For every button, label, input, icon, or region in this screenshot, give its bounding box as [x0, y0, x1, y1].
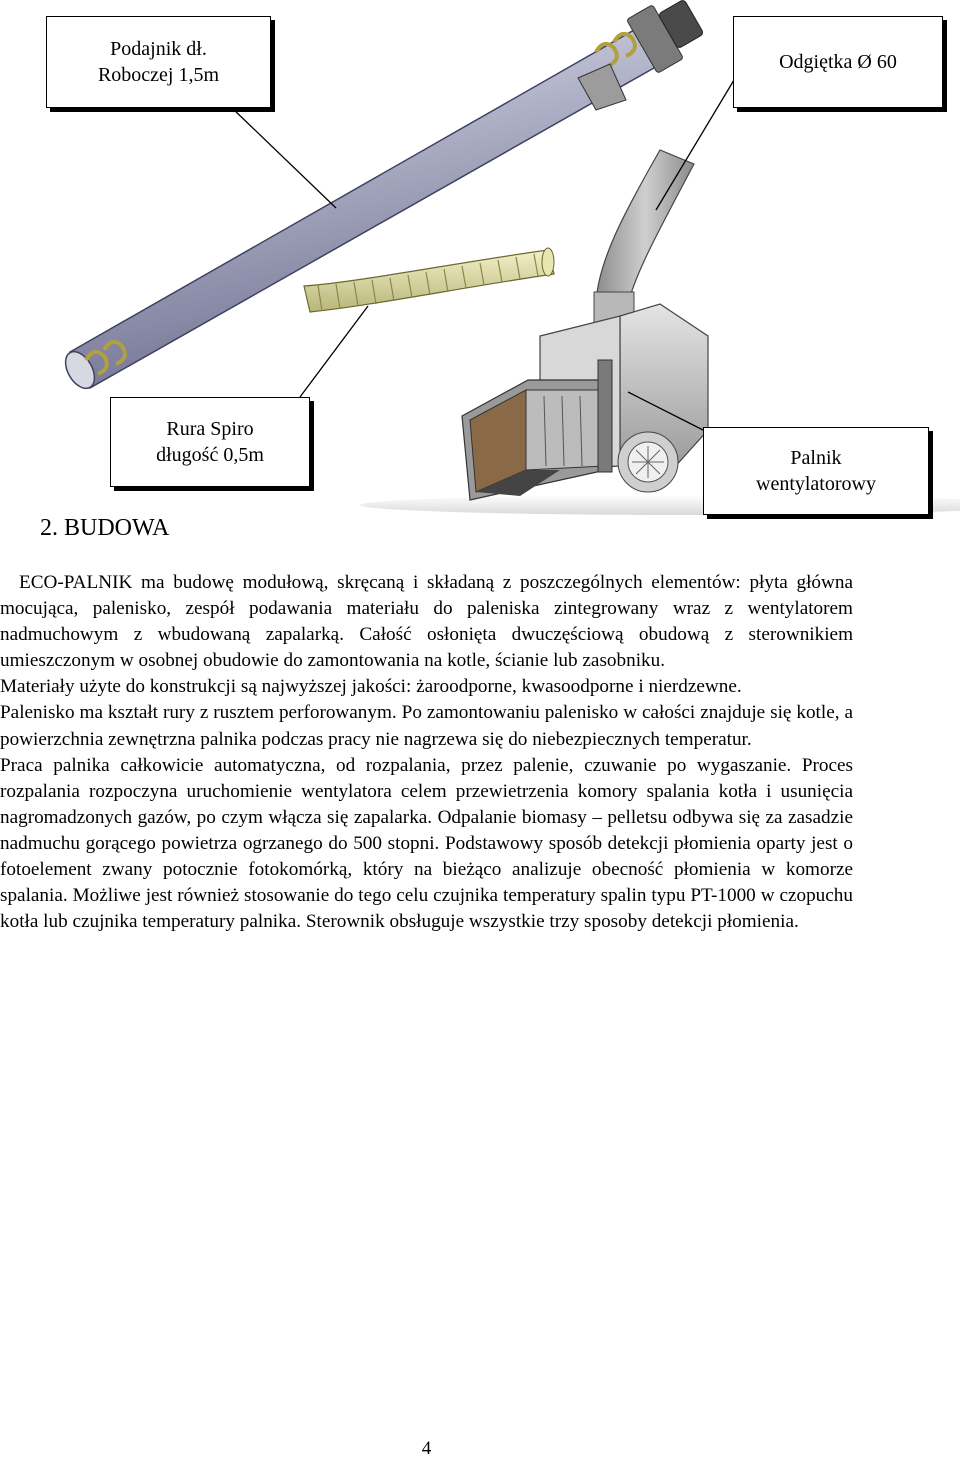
feeder-label: [46, 16, 271, 108]
burner-label-line2: wentylatorowy: [756, 473, 876, 495]
paragraph: Praca palnika całkowicie automatyczna, od rozpalania, przez palenie, czuwanie po wygaszanie. Proces rozpalania rozpoczyna uruchomienie wentylatora celem przewietrzenia komory spalania kotła i usunięcia nagromadzonych gazów, po czym włącza się zapalarka. Odpalanie biomasy – pelletsu odbywa się za zasadzie nadmuchu gorącego powietrza ogrzanego do 500 stopni. Podstawowy sposób detekcji płomienia oparty jest o fotoelement zwany potocznie fotokomórką, który na bieżąco analizuje obecność płomienia w komorze spalania. Możliwe jest również stosowanie do tego celu czujnika temperatury spalin typu PT-1000 w czopuchu kotła lub czujnika temperatury palnika. Sterownik obsługuje wszystkie trzy sposoby detekcji płomienia.: [0, 754, 853, 933]
paragraph: ECO-PALNIK ma budowę modułową, skręcaną i składaną z poszczególnych elementów: płyta główna mocująca, palenisko, zespół podawania materiału do paleniska zintegrowany wraz z wentylatorem nadmuchowym z wbudowaną zapalarką. Całość osłonięta dwuczęściową obudową z sterownikiem umieszczonym w osobnej obudowie do zamontowania na kotle, ścianie lub zasobniku.: [0, 572, 853, 672]
body-text: [0, 570, 853, 935]
paragraph: Materiały użyte do konstrukcji są najwyższej jakości: żaroodporne, kwasoodporne i nierdzewne.: [0, 676, 742, 698]
elbow-label: [733, 16, 943, 108]
spiro-pipe: [304, 248, 554, 312]
feeder-label-line1: Podajnik dł.: [110, 38, 207, 60]
elbow-label-text: Odgiętka Ø 60: [779, 51, 897, 73]
spiro-label: [110, 397, 310, 487]
paragraph: Palenisko ma kształt rury z rusztem perforowanym. Po zamontowaniu palenisko w całości znajduje się kotle, a powierzchnia zewnętrzna palnika podczas pracy nie nagrzewa się do niebezpiecznych temperatur.: [0, 702, 853, 750]
spiro-label-line1: Rura Spiro: [166, 418, 254, 440]
feeder-label-line2: Roboczej 1,5m: [97, 64, 220, 86]
spiro-label-line2: długość 0,5m: [156, 444, 264, 466]
burner-label-line1: Palnik: [790, 447, 842, 469]
section-heading: 2. BUDOWA: [40, 515, 170, 541]
burner-label: [703, 427, 929, 515]
burner-unit: [462, 150, 708, 500]
page-number: 4: [421, 1438, 432, 1459]
